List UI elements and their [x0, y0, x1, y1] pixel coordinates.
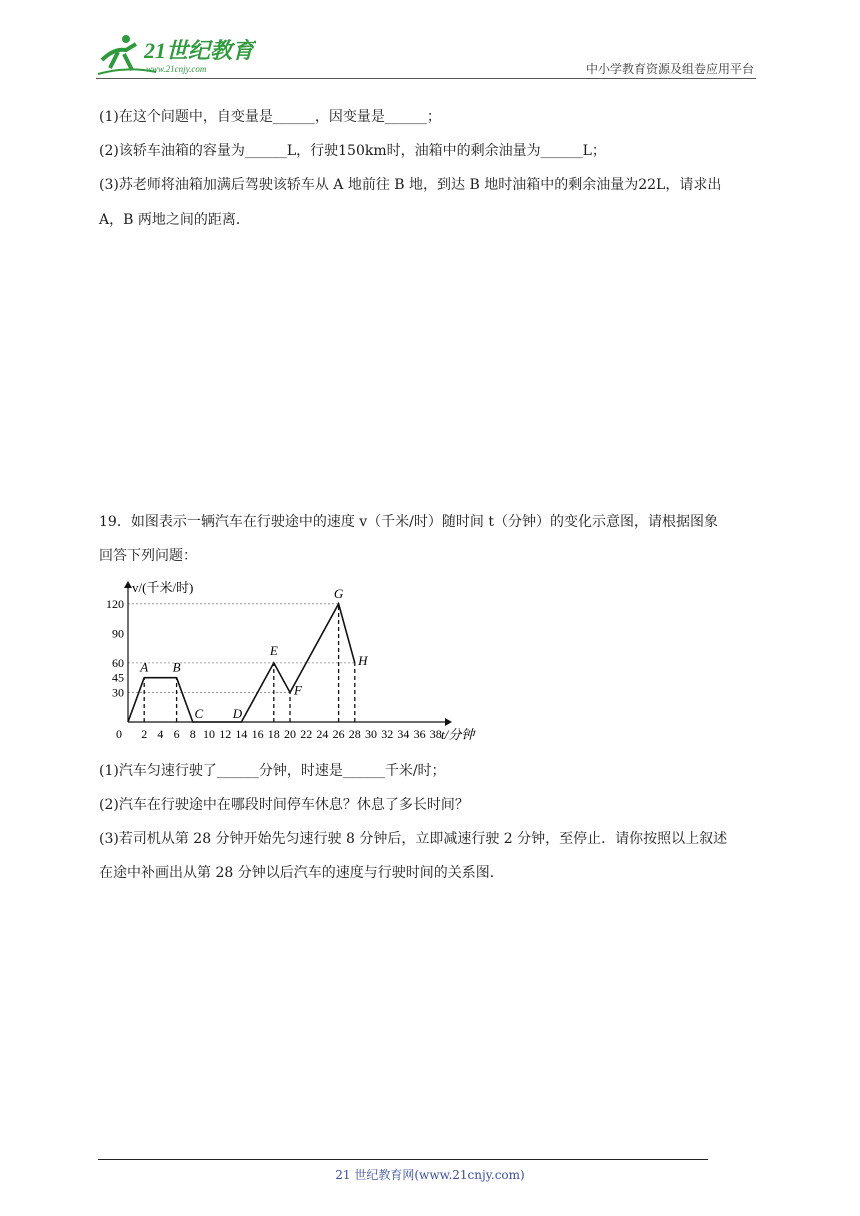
y-axis-arrow-icon [124, 581, 132, 588]
x-tick-label: 30 [365, 727, 377, 741]
x-tick-label: 2 [141, 727, 148, 741]
x-tick-label: 22 [300, 727, 313, 741]
x-tick-label: 8 [189, 727, 196, 741]
origin-label: 0 [116, 727, 122, 741]
logo-url: www.21cnjy.com [146, 64, 207, 74]
q18-part1: (1)在这个问题中，自变量是______，因变量是______； [99, 109, 441, 125]
q19-intro-line2: 回答下列问题： [99, 548, 197, 564]
x-tick-label: 28 [348, 727, 361, 741]
q19-part1: (1)汽车匀速行驶了______分钟，时速是______千米/时； [99, 763, 446, 779]
point-label-f: F [294, 682, 302, 698]
site-logo [96, 30, 256, 78]
q19-part3-line2: 在途中补画出从第 28 分钟以后汽车的速度与行驶时间的关系图． [99, 865, 504, 881]
point-label-a: A [140, 659, 149, 675]
x-tick-label: 18 [267, 727, 280, 741]
x-tick-label: 38 [429, 727, 442, 741]
x-tick-label: 32 [381, 727, 394, 741]
point-label-c: C [194, 706, 204, 721]
point-label-h: H [358, 652, 368, 668]
y-tick-label: 60 [112, 655, 124, 670]
x-tick-label: 26 [332, 727, 345, 741]
y-axis-label: v/(千米/时) [132, 580, 194, 595]
x-axis-arrow-icon [445, 718, 452, 726]
q18-part2: (2)该轿车油箱的容量为______L，行驶150km时，油箱中的剩余油量为______L； [99, 143, 606, 159]
header-divider [96, 78, 756, 79]
x-tick-label: 10 [203, 727, 215, 741]
y-tick-label: 90 [112, 626, 124, 641]
x-tick-label: 14 [235, 727, 248, 741]
x-tick-label: 16 [251, 727, 264, 741]
q18-part3-line2: A，B 两地之间的距离． [99, 212, 250, 228]
point-label-g: G [333, 585, 344, 601]
x-tick-label: 20 [284, 727, 296, 741]
chart-guides [128, 604, 355, 722]
y-tick-label: 45 [112, 670, 124, 685]
y-tick-label: 120 [106, 596, 124, 611]
footer-text: 21 世纪教育网(www.21cnjy.com) [335, 1168, 525, 1182]
logo-title: 21世纪教育 [144, 38, 255, 63]
header-platform-text: 中小学教育资源及组卷应用平台 [585, 62, 754, 76]
q19-part2: (2)汽车在行驶途中在哪段时间停车休息？休息了多长时间？ [99, 797, 469, 813]
x-tick-label: 34 [397, 727, 410, 741]
x-axis-label: t/分钟 [441, 727, 475, 742]
point-label-d: D [232, 706, 243, 721]
page-header [96, 30, 756, 80]
point-label-e: E [269, 642, 278, 658]
x-tick-label: 4 [157, 727, 164, 741]
x-tick-label: 36 [413, 727, 426, 741]
q19-part3-line1: (3)若司机从第 28 分钟开始先匀速行驶 8 分钟后，立即减速行驶 2 分钟，至停止．请你按照以上叙述 [99, 831, 728, 847]
footer-divider [98, 1159, 708, 1160]
x-tick-label: 6 [173, 727, 180, 741]
chart-axes [124, 581, 452, 726]
speed-time-chart [100, 576, 490, 748]
x-tick-label: 12 [219, 727, 232, 741]
x-tick-label: 24 [316, 727, 329, 741]
q18-part3-line1: (3)苏老师将油箱加满后驾驶该轿车从 A 地前往 B 地，到达 B 地时油箱中的剩余油量为22L，请求出 [99, 177, 722, 193]
y-tick-label: 30 [112, 685, 124, 700]
q19-intro-line1: 19．如图表示一辆汽车在行驶途中的速度 v（千米/时）随时间 t（分钟）的变化示意图，请根据图象 [99, 514, 718, 530]
point-label-b: B [172, 659, 181, 675]
